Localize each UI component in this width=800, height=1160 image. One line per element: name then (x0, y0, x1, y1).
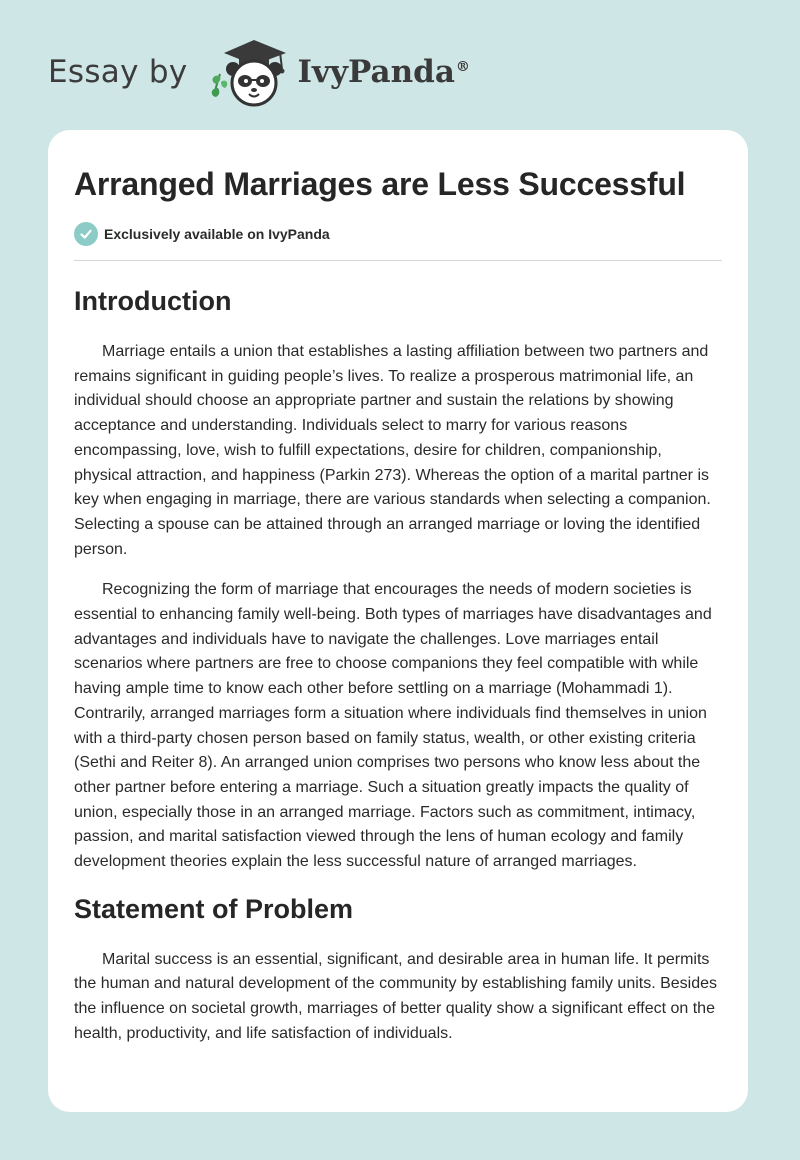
paragraph: Recognizing the form of marriage that encourages the needs of modern societies is essential to enhancing family well-being. Both types of marriages have disadvantages and advantages and individuals have to navigate the challenges. Love marriages entail scenarios where partners are free to choose companions they feel compatible with while having ample time to know each other before settling on a marriage (Mohammadi 1). Contrarily, arranged marriages form a situation where individuals find themselves in union with a third-party chosen person based on family status, wealth, or other existing criteria (Sethi and Reiter 8). An arranged union comprises two persons who know less about the other partner before entering a marriage. Such a situation greatly impacts the quality of union, especially those in an arranged marriage. Factors such as commitment, intimacy, passion, and marital satisfaction viewed through the lens of human ecology and family development theories explain the less successful nature of arranged marriages. (74, 581, 712, 871)
section-introduction (74, 283, 722, 875)
title-divider (74, 260, 722, 261)
site-header (48, 36, 470, 108)
section-heading: Statement of Problem (74, 893, 354, 924)
paragraph: Marriage entails a union that establishes a lasting affiliation between two partners and remains significant in guiding people’s lives. To realize a prosperous matrimonial life, an individual should choose an appropriate partner and sustain the relations by showing acceptance and understanding. Individuals select to marry for various reasons encompassing, love, wish to fulfill expectations, desire for children, companionship, physical attraction, and happiness (Parkin 273). Whereas the option of a marital partner is key when engaging in marriage, there are various standards when selecting a companion. Selecting a spouse can be attained through an arranged marriage or loving the identified person. (74, 343, 711, 558)
registered-mark: ® (455, 58, 470, 75)
section-heading: Introduction (74, 286, 232, 316)
essay-by-label: Essay by (48, 54, 188, 90)
exclusive-badge (74, 222, 722, 246)
panda-logo-icon[interactable] (204, 36, 292, 108)
paragraph: Marital success is an essential, significant, and desirable area in human life. It permits the human and natural development of the community by establishing family units. Besides the influence on societal growth, marriages of better quality show a significant effect on the health, productivity, and life satisfaction of individuals. (74, 950, 718, 1042)
exclusive-badge-label: Exclusively available on IvyPanda (104, 226, 330, 242)
check-circle-icon (74, 222, 98, 246)
essay-card (48, 130, 748, 1112)
ivypanda-wordmark[interactable]: IvyPanda® (297, 54, 470, 90)
section-statement-of-problem (74, 891, 722, 1047)
essay-title: Arranged Marriages are Less Successful (74, 166, 686, 202)
